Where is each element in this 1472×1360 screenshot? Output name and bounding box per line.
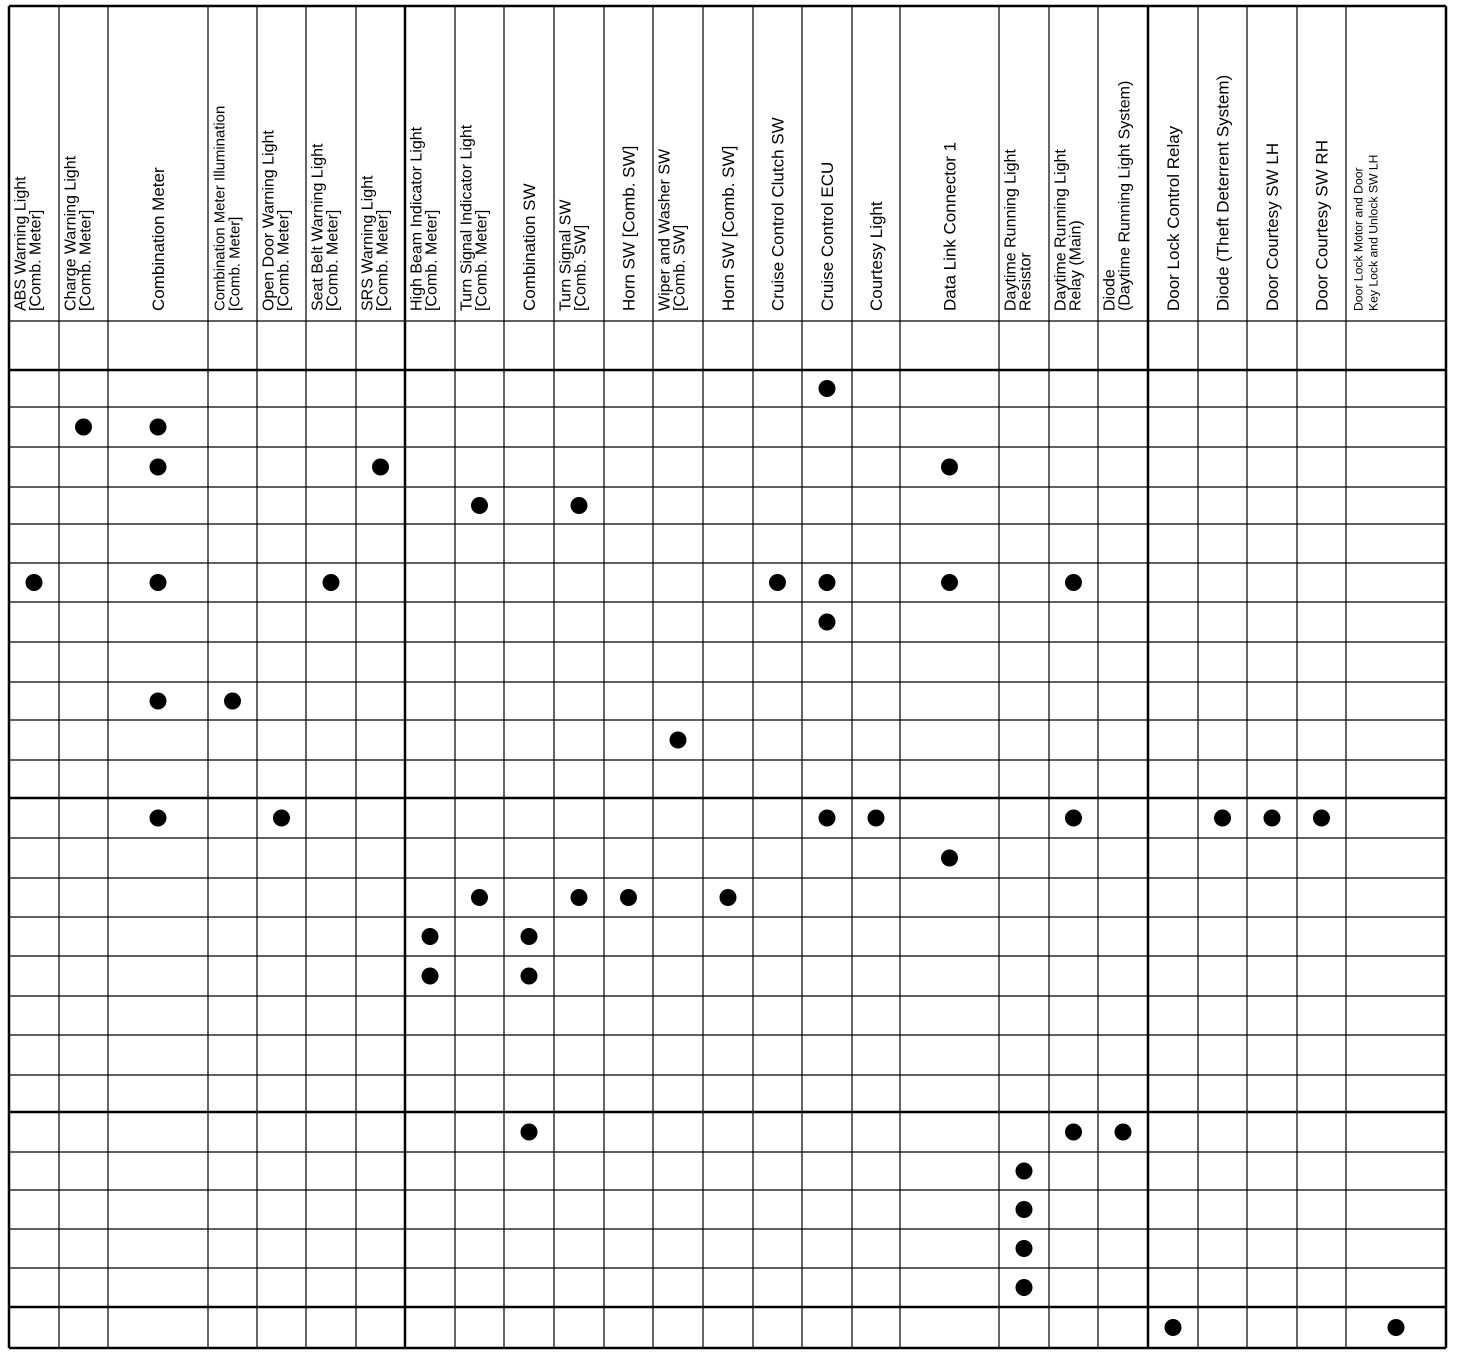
column-header: Open Door Warning Light[Comb. Meter] <box>260 130 293 311</box>
column-header: High Beam Indicator Light[Comb. Meter] <box>408 126 441 311</box>
column-header: Cruise Control Clutch SW <box>768 117 788 311</box>
column-header: Door Lock Control Relay <box>1163 125 1183 311</box>
connection-dot <box>1016 1201 1033 1218</box>
connection-dot <box>1388 1319 1405 1336</box>
column-header: Door Courtesy SW RH <box>1312 140 1332 311</box>
connection-dot <box>941 459 958 476</box>
column-header: Door Lock Motor and DoorKey Lock and Unlock SW LH <box>1351 154 1381 311</box>
connection-dot <box>224 693 241 710</box>
column-header: Daytime Running LightResistor <box>1002 149 1035 311</box>
column-header: Combination Meter Illumination[Comb. Meter] <box>212 105 244 311</box>
column-header: SRS Warning Light[Comb. Meter] <box>359 175 392 311</box>
column-header: Seat Belt Warning Light[Comb. Meter] <box>309 143 342 311</box>
connection-dot <box>819 614 836 631</box>
connection-dot <box>521 1124 538 1141</box>
connection-dot <box>521 928 538 945</box>
connection-dot <box>1313 810 1330 827</box>
connection-dot <box>323 574 340 591</box>
column-header: Cruise Control ECU <box>817 161 837 311</box>
connection-dot <box>620 889 637 906</box>
connection-dot <box>1214 810 1231 827</box>
connection-dot <box>422 928 439 945</box>
connection-dot <box>1065 574 1082 591</box>
connection-dot <box>26 574 43 591</box>
connection-dot <box>868 810 885 827</box>
connection-dot <box>1115 1124 1132 1141</box>
connection-dot <box>1165 1319 1182 1336</box>
connection-dot <box>273 810 290 827</box>
connection-dot <box>819 574 836 591</box>
connection-dot <box>941 850 958 867</box>
connection-dot <box>819 380 836 397</box>
column-header: Door Courtesy SW LH <box>1262 142 1282 311</box>
connection-dot <box>1016 1163 1033 1180</box>
connection-dot <box>571 889 588 906</box>
connection-dot <box>422 968 439 985</box>
connection-dot <box>1264 810 1281 827</box>
column-headers <box>12 75 1380 311</box>
connection-dot <box>769 574 786 591</box>
column-header: Horn SW [Comb. SW] <box>619 145 639 311</box>
connection-dot <box>1065 810 1082 827</box>
connection-dot <box>670 732 687 749</box>
connection-dot <box>75 419 92 436</box>
column-header: Turn Signal Indicator Light[Comb. Meter] <box>458 124 491 311</box>
connection-dot <box>1065 1124 1082 1141</box>
column-header: ABS Warning Light[Comb. Meter] <box>12 176 45 311</box>
connection-dot <box>150 459 167 476</box>
connection-dot <box>150 693 167 710</box>
column-header: Courtesy Light <box>866 201 886 311</box>
connection-dot <box>471 497 488 514</box>
column-header: Data Link Connector 1 <box>940 141 960 311</box>
column-header: Daytime Running LightRelay (Main) <box>1052 149 1085 311</box>
connection-dot <box>372 459 389 476</box>
connection-dot <box>150 419 167 436</box>
column-header: Turn Signal SW[Comb. SW] <box>557 199 590 311</box>
connection-dot <box>819 810 836 827</box>
connection-dot <box>471 889 488 906</box>
connection-dot <box>1016 1279 1033 1296</box>
connection-dot <box>150 574 167 591</box>
connection-dot <box>571 497 588 514</box>
connection-dot <box>1016 1240 1033 1257</box>
connection-dot <box>941 574 958 591</box>
column-header: Combination SW <box>519 183 539 311</box>
connection-dot <box>150 810 167 827</box>
column-header: Diode(Daytime Running Light System) <box>1101 80 1134 311</box>
column-header: Combination Meter <box>148 167 168 311</box>
connection-dot <box>521 968 538 985</box>
column-header: Diode (Theft Deterrent System) <box>1213 74 1233 311</box>
column-header: Wiper and Washer SW[Comb. SW] <box>656 148 689 311</box>
column-header: Horn SW [Comb. SW] <box>718 145 738 311</box>
column-header: Charge Warning Light[Comb. Meter] <box>62 155 95 311</box>
connection-dot <box>720 889 737 906</box>
